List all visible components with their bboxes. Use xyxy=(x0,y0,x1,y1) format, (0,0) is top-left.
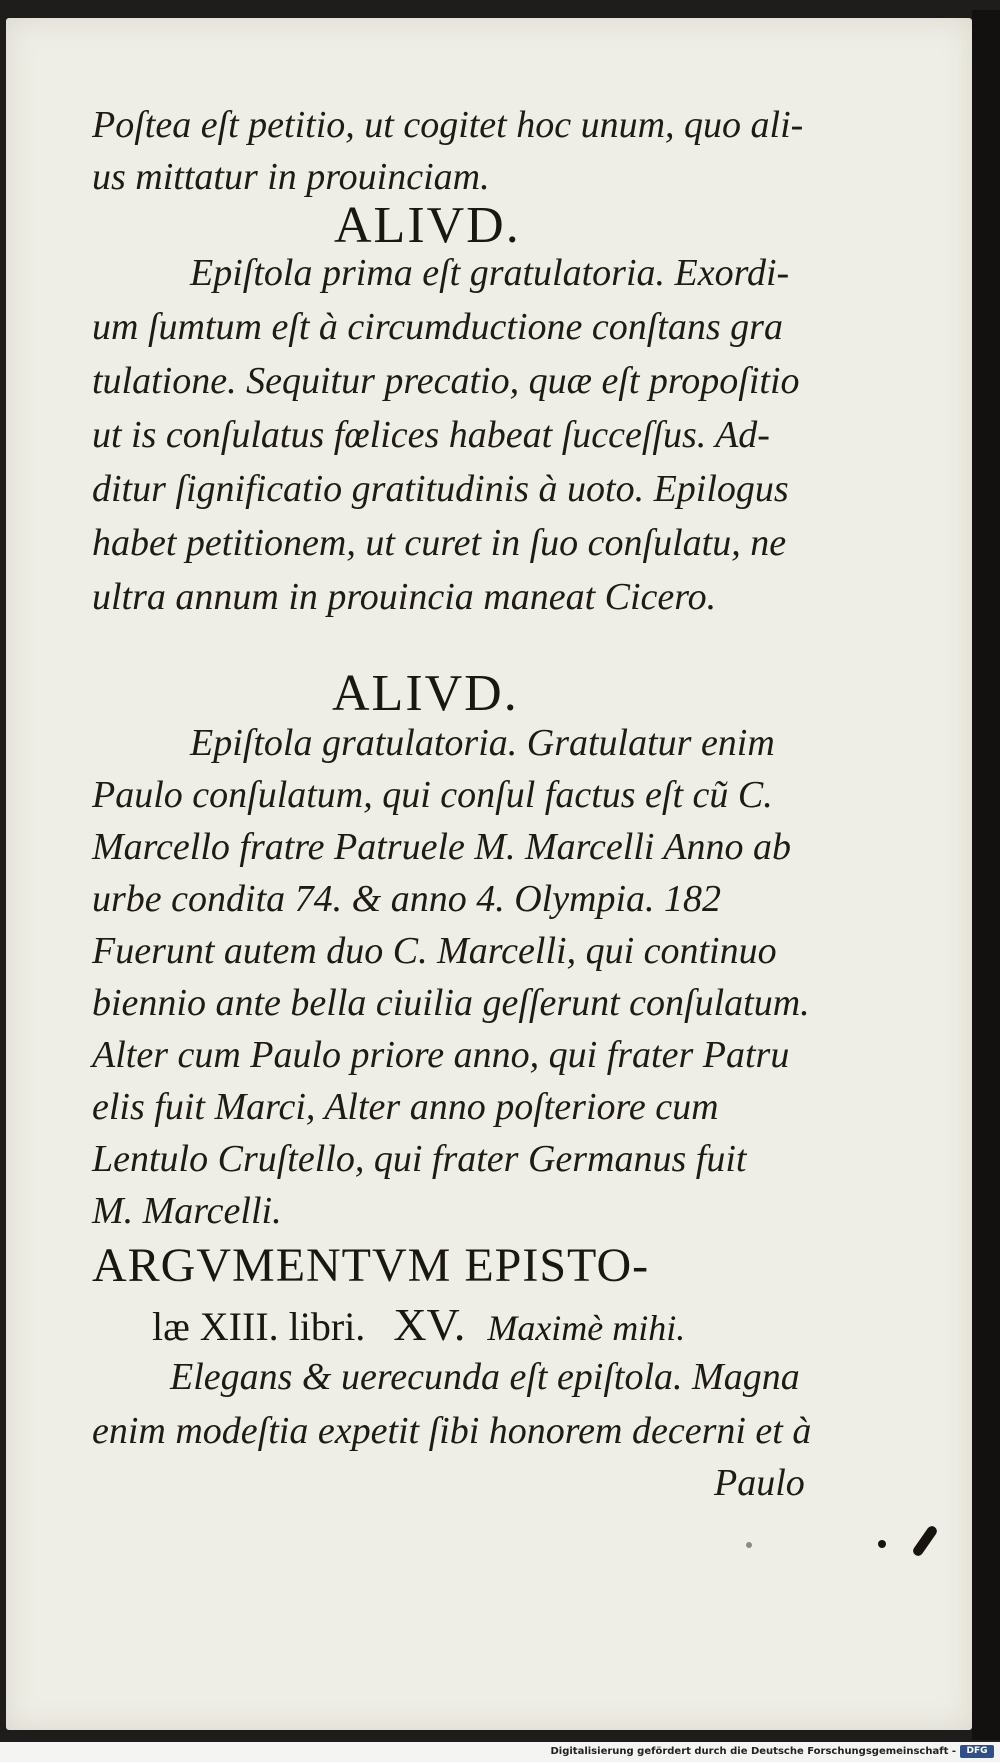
text-line-2: us mittatur in prouinciam. xyxy=(92,156,490,198)
book-page xyxy=(6,18,972,1730)
scan-edge-shadow xyxy=(972,10,1000,1740)
text-line-11: Paulo conſulatum, qui conſul factus eſt cũ C. xyxy=(92,774,773,816)
text-line-13: urbe condita 74. & anno 4. Olympia. 182 xyxy=(92,878,722,920)
text-line-9: ultra annum in prouincia maneat Cicero. xyxy=(92,576,717,618)
paper-speck xyxy=(746,1542,752,1548)
text-line-14: Fuerunt autem duo C. Marcelli, qui continuo xyxy=(92,930,777,972)
book-reference: læ XIII. libri. xyxy=(152,1304,366,1349)
text-line-5: tulatione. Sequitur precatio, quæ eſt propoſitio xyxy=(92,360,800,402)
ink-spot xyxy=(878,1540,886,1548)
text-line-10: Epiſtola gratulatoria. Gratulatur enim xyxy=(190,722,775,764)
text-line-6: ut is conſulatus fœlices habeat ſucceſſus. Ad- xyxy=(92,414,770,456)
digitization-credit: Digitalisierung gefördert durch die Deutsche Forschungsgemeinschaft - xyxy=(550,1746,956,1757)
text-line-8: habet petitionem, ut curet in ſuo conſulatu, ne xyxy=(92,522,787,564)
text-line-12: Marcello fratre Patruele M. Marcelli Anno ab xyxy=(92,826,791,868)
text-line-16: Alter cum Paulo priore anno, qui frater Patru xyxy=(92,1034,790,1076)
epistle-incipit: Maximè mihi. xyxy=(487,1308,686,1348)
text-line-4: um ſumtum eſt à circumductione conſtans gra xyxy=(92,306,783,348)
text-line-15: biennio ante bella ciuilia geſſerunt conſulatum. xyxy=(92,982,810,1024)
text-line-1: Poſtea eſt petitio, ut cogitet hoc unum, quo ali- xyxy=(92,104,804,146)
text-line-3: Epiſtola prima eſt gratulatoria. Exordi- xyxy=(190,252,790,294)
heading-argumentum-line-2 xyxy=(152,1298,685,1351)
heading-aliud-2: ALIVD. xyxy=(332,665,519,722)
text-line-20: Elegans & uerecunda eſt epiſtola. Magna xyxy=(170,1356,800,1398)
epistle-number: XV. xyxy=(393,1299,466,1350)
text-line-7: ditur ſignificatio gratitudinis à uoto. Epilogus xyxy=(92,468,789,510)
text-line-21: enim modeſtia expetit ſibi honorem decerni et à xyxy=(92,1410,812,1452)
catchword: Paulo xyxy=(714,1462,805,1504)
ink-mark xyxy=(911,1524,939,1558)
text-line-18: Lentulo Cruſtello, qui frater Germanus fuit xyxy=(92,1138,747,1180)
text-line-19: M. Marcelli. xyxy=(92,1190,282,1232)
dfg-logo: DFG xyxy=(960,1745,994,1758)
heading-aliud-1: ALIVD. xyxy=(334,197,521,254)
text-line-17: elis fuit Marci, Alter anno poſteriore cum xyxy=(92,1086,719,1128)
heading-argumentum: ARGVMENTVM EPISTO- xyxy=(92,1239,650,1292)
